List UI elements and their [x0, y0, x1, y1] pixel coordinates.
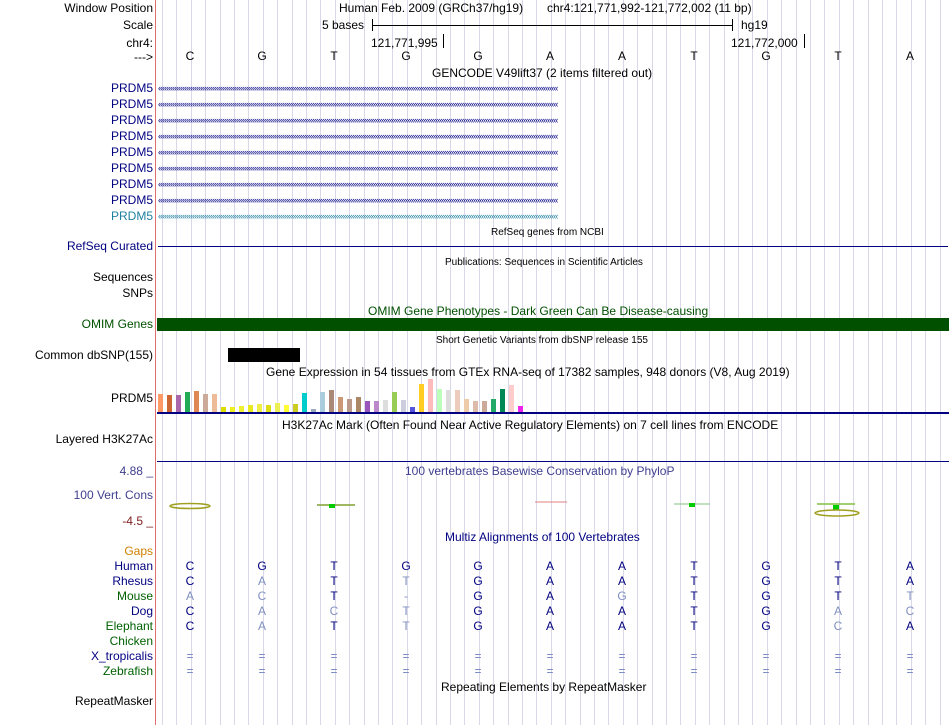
alignment-base: A	[617, 604, 626, 618]
alignment-base: =	[906, 664, 914, 678]
alignment-base: =	[618, 649, 626, 663]
alignment-base: =	[258, 649, 266, 663]
gencode-transcript[interactable]: ‹‹‹‹‹‹‹‹‹‹‹‹‹‹‹‹‹‹‹‹‹‹‹‹‹‹‹‹‹‹‹‹‹‹‹‹‹‹‹‹‹‹‹‹‹‹‹‹‹‹‹‹‹‹‹‹‹‹‹‹‹‹‹‹‹‹‹‹‹‹‹‹‹‹‹‹‹‹‹‹‹‹‹‹‹‹‹‹‹‹‹‹‹‹‹‹‹‹‹‹‹‹‹‹‹‹‹‹‹‹‹‹‹‹‹‹‹‹‹‹‹‹‹‹‹‹‹‹‹‹‹‹‹‹‹‹‹‹‹‹‹‹‹‹‹‹‹‹‹‹‹‹‹‹‹‹‹‹‹‹‹‹‹‹‹‹‹‹‹‹‹‹‹‹‹‹‹‹‹‹‹‹‹‹‹‹‹‹‹‹‹‹‹‹‹‹‹‹‹‹	[158, 180, 558, 189]
species-label: Rhesus	[112, 574, 153, 588]
alignment-base: G	[761, 574, 771, 588]
alignment-base: G	[761, 559, 771, 573]
alignment-base: A	[617, 619, 626, 633]
gencode-track-title[interactable]: GENCODE V49lift37 (2 items filtered out)	[432, 66, 653, 80]
gtex-tissue-bar[interactable]	[167, 395, 172, 412]
gtex-tissue-bar[interactable]	[302, 393, 307, 412]
alignment-base: =	[330, 664, 338, 678]
alignment-base: T	[330, 619, 338, 633]
alignment-base: T	[690, 604, 698, 618]
alignment-base: T	[834, 574, 842, 588]
alignment-base: T	[330, 589, 338, 603]
alignment-base: =	[402, 664, 410, 678]
gtex-tissue-bar[interactable]	[320, 392, 325, 412]
gencode-transcript-label[interactable]: PRDM5	[110, 177, 153, 191]
gtex-gene-line	[157, 412, 949, 414]
gencode-transcript[interactable]: ‹‹‹‹‹‹‹‹‹‹‹‹‹‹‹‹‹‹‹‹‹‹‹‹‹‹‹‹‹‹‹‹‹‹‹‹‹‹‹‹‹‹‹‹‹‹‹‹‹‹‹‹‹‹‹‹‹‹‹‹‹‹‹‹‹‹‹‹‹‹‹‹‹‹‹‹‹‹‹‹‹‹‹‹‹‹‹‹‹‹‹‹‹‹‹‹‹‹‹‹‹‹‹‹‹‹‹‹‹‹‹‹‹‹‹‹‹‹‹‹‹‹‹‹‹‹‹‹‹‹‹‹‹‹‹‹‹‹‹‹‹‹‹‹‹‹‹‹‹‹‹‹‹‹‹‹‹‹‹‹‹‹‹‹‹‹‹‹‹‹‹‹‹‹‹‹‹‹‹‹‹‹‹‹‹‹‹‹‹‹‹‹‹‹‹‹‹‹‹‹	[158, 196, 558, 205]
alignment-base: C	[185, 574, 195, 588]
alignment-base: C	[329, 604, 339, 618]
gencode-transcript-label[interactable]: PRDM5	[110, 113, 153, 127]
phylop-max-label: 4.88 _	[119, 464, 153, 478]
alignment-base: =	[762, 649, 770, 663]
coord-right-tick	[804, 34, 805, 48]
alignment-base: A	[257, 604, 266, 618]
alignment-base: G	[473, 589, 483, 603]
gtex-tissue-bar[interactable]	[347, 399, 352, 412]
gtex-tissue-bar[interactable]	[464, 399, 469, 412]
gtex-tissue-bar[interactable]	[194, 391, 199, 412]
gtex-tissue-bar[interactable]	[293, 404, 298, 412]
alignment-base: A	[545, 619, 554, 633]
alignment-base: T	[330, 559, 338, 573]
gtex-tissue-bar[interactable]	[455, 390, 460, 412]
position-title: chr4:121,771,992-121,772,002 (11 bp)	[547, 1, 752, 15]
phylop-min-label: -4.5 _	[122, 514, 153, 528]
coord-left: 121,771,995	[371, 36, 438, 50]
gencode-transcript[interactable]: ‹‹‹‹‹‹‹‹‹‹‹‹‹‹‹‹‹‹‹‹‹‹‹‹‹‹‹‹‹‹‹‹‹‹‹‹‹‹‹‹‹‹‹‹‹‹‹‹‹‹‹‹‹‹‹‹‹‹‹‹‹‹‹‹‹‹‹‹‹‹‹‹‹‹‹‹‹‹‹‹‹‹‹‹‹‹‹‹‹‹‹‹‹‹‹‹‹‹‹‹‹‹‹‹‹‹‹‹‹‹‹‹‹‹‹‹‹‹‹‹‹‹‹‹‹‹‹‹‹‹‹‹‹‹‹‹‹‹‹‹‹‹‹‹‹‹‹‹‹‹‹‹‹‹‹‹‹‹‹‹‹‹‹‹‹‹‹‹‹‹‹‹‹‹‹‹‹‹‹‹‹‹‹‹‹‹‹‹‹‹‹‹‹‹‹‹‹‹‹‹	[158, 116, 558, 125]
alignment-base: C	[257, 589, 267, 603]
species-label: Dog	[130, 604, 153, 618]
gtex-tissue-bar[interactable]	[500, 389, 505, 412]
label-separator	[155, 0, 156, 725]
gtex-tissue-bar[interactable]	[365, 401, 370, 412]
gtex-tissue-bar[interactable]	[338, 397, 343, 412]
omim-track-title[interactable]: OMIM Gene Phenotypes - Dark Green Can Be Disease-causing	[368, 304, 709, 318]
gtex-tissue-bar[interactable]	[437, 389, 442, 412]
alignment-base: T	[906, 589, 914, 603]
ruler-base: A	[617, 49, 626, 63]
gtex-tissue-bar[interactable]	[473, 401, 478, 412]
alignment-base: =	[186, 664, 194, 678]
alignment-base: G	[473, 619, 483, 633]
gtex-tissue-bar[interactable]	[185, 392, 190, 412]
alignment-base: C	[185, 619, 195, 633]
phylop-mark-3	[329, 504, 335, 508]
alignment-base: C	[185, 559, 195, 573]
gencode-transcript-label[interactable]: PRDM5	[110, 161, 153, 175]
alignment-base: =	[474, 664, 482, 678]
strand-arrow[interactable]: --->	[134, 50, 153, 64]
gencode-transcript-label[interactable]: PRDM5	[110, 81, 153, 95]
alignment-base: =	[690, 649, 698, 663]
gencode-transcript[interactable]: ‹‹‹‹‹‹‹‹‹‹‹‹‹‹‹‹‹‹‹‹‹‹‹‹‹‹‹‹‹‹‹‹‹‹‹‹‹‹‹‹‹‹‹‹‹‹‹‹‹‹‹‹‹‹‹‹‹‹‹‹‹‹‹‹‹‹‹‹‹‹‹‹‹‹‹‹‹‹‹‹‹‹‹‹‹‹‹‹‹‹‹‹‹‹‹‹‹‹‹‹‹‹‹‹‹‹‹‹‹‹‹‹‹‹‹‹‹‹‹‹‹‹‹‹‹‹‹‹‹‹‹‹‹‹‹‹‹‹‹‹‹‹‹‹‹‹‹‹‹‹‹‹‹‹‹‹‹‹‹‹‹‹‹‹‹‹‹‹‹‹‹‹‹‹‹‹‹‹‹‹‹‹‹‹‹‹‹‹‹‹‹‹‹‹‹‹‹‹‹‹	[158, 212, 558, 221]
gtex-tissue-bar[interactable]	[419, 384, 424, 412]
dbsnp-variant[interactable]	[228, 348, 300, 362]
alignment-base: =	[546, 649, 554, 663]
refseq-curated-label[interactable]: RefSeq Curated	[66, 239, 153, 253]
gtex-tissue-bar[interactable]	[257, 404, 262, 412]
ruler-base: T	[834, 49, 842, 63]
gencode-transcript[interactable]: ‹‹‹‹‹‹‹‹‹‹‹‹‹‹‹‹‹‹‹‹‹‹‹‹‹‹‹‹‹‹‹‹‹‹‹‹‹‹‹‹‹‹‹‹‹‹‹‹‹‹‹‹‹‹‹‹‹‹‹‹‹‹‹‹‹‹‹‹‹‹‹‹‹‹‹‹‹‹‹‹‹‹‹‹‹‹‹‹‹‹‹‹‹‹‹‹‹‹‹‹‹‹‹‹‹‹‹‹‹‹‹‹‹‹‹‹‹‹‹‹‹‹‹‹‹‹‹‹‹‹‹‹‹‹‹‹‹‹‹‹‹‹‹‹‹‹‹‹‹‹‹‹‹‹‹‹‹‹‹‹‹‹‹‹‹‹‹‹‹‹‹‹‹‹‹‹‹‹‹‹‹‹‹‹‹‹‹‹‹‹‹‹‹‹‹‹‹‹‹‹	[158, 84, 558, 93]
alignment-base: A	[185, 589, 194, 603]
gtex-tissue-bar[interactable]	[248, 405, 253, 412]
chrom-label: chr4:	[126, 36, 153, 50]
gtex-tissue-bar[interactable]	[509, 385, 514, 412]
snps-label[interactable]: SNPs	[122, 286, 153, 300]
species-label: Elephant	[105, 619, 153, 633]
alignment-base: T	[834, 589, 842, 603]
gtex-tissue-bar[interactable]	[275, 403, 280, 412]
alignment-base: G	[761, 589, 771, 603]
alignment-base: A	[617, 574, 626, 588]
alignment-base: A	[545, 574, 554, 588]
gencode-transcript-label[interactable]: PRDM5	[110, 97, 153, 111]
refseq-track-title[interactable]: RefSeq genes from NCBI	[491, 227, 604, 238]
species-label: Human	[114, 559, 153, 573]
alignment-base: A	[257, 574, 266, 588]
alignment-base: G	[617, 589, 627, 603]
alignment-base: =	[906, 649, 914, 663]
h3k27ac-track-title[interactable]: H3K27Ac Mark (Often Found Near Active Regulatory Elements) on 7 cell lines from ENCODE	[282, 418, 779, 432]
gtex-tissue-bar[interactable]	[284, 405, 289, 412]
common-dbsnp-label[interactable]: Common dbSNP(155)	[34, 348, 153, 362]
gtex-tissue-bar[interactable]	[392, 392, 397, 412]
alignment-base: =	[690, 664, 698, 678]
alignment-base: G	[761, 619, 771, 633]
ruler-base: A	[545, 49, 554, 63]
refseq-gene-line[interactable]	[158, 246, 948, 247]
species-label: Chicken	[109, 634, 153, 648]
alignment-base: C	[905, 604, 915, 618]
alignment-base: A	[905, 559, 914, 573]
publications-track-title[interactable]: Publications: Sequences in Scientific Articles	[445, 257, 643, 268]
gtex-tissue-bar[interactable]	[401, 400, 406, 412]
gencode-transcript-label[interactable]: PRDM5	[110, 129, 153, 143]
alignment-base: T	[402, 604, 410, 618]
alignment-base: G	[257, 559, 267, 573]
ruler-base: G	[401, 49, 411, 63]
alignment-base: A	[545, 559, 554, 573]
alignment-base: T	[690, 574, 698, 588]
alignment-base: G	[473, 574, 483, 588]
species-label: Mouse	[116, 589, 153, 603]
alignment-base: T	[330, 574, 338, 588]
gtex-tissue-bar[interactable]	[176, 395, 181, 412]
alignment-base: A	[545, 589, 554, 603]
omim-gene-bar[interactable]	[157, 318, 949, 331]
alignment-base: =	[186, 649, 194, 663]
gaps-label: Gaps	[124, 544, 153, 558]
scale-label: Scale	[122, 18, 153, 32]
phylop-mark-6	[689, 503, 695, 507]
alignment-base: =	[402, 649, 410, 663]
repeatmasker-track-title[interactable]: Repeating Elements by RepeatMasker	[441, 680, 647, 694]
alignment-base: G	[473, 559, 483, 573]
gtex-tissue-bar[interactable]	[329, 390, 334, 412]
alignment-base: C	[833, 619, 843, 633]
gencode-transcript[interactable]: ‹‹‹‹‹‹‹‹‹‹‹‹‹‹‹‹‹‹‹‹‹‹‹‹‹‹‹‹‹‹‹‹‹‹‹‹‹‹‹‹‹‹‹‹‹‹‹‹‹‹‹‹‹‹‹‹‹‹‹‹‹‹‹‹‹‹‹‹‹‹‹‹‹‹‹‹‹‹‹‹‹‹‹‹‹‹‹‹‹‹‹‹‹‹‹‹‹‹‹‹‹‹‹‹‹‹‹‹‹‹‹‹‹‹‹‹‹‹‹‹‹‹‹‹‹‹‹‹‹‹‹‹‹‹‹‹‹‹‹‹‹‹‹‹‹‹‹‹‹‹‹‹‹‹‹‹‹‹‹‹‹‹‹‹‹‹‹‹‹‹‹‹‹‹‹‹‹‹‹‹‹‹‹‹‹‹‹‹‹‹‹‹‹‹‹‹‹‹‹‹	[158, 164, 558, 173]
phylop-track-title[interactable]: 100 vertebrates Basewise Conservation by PhyloP	[405, 464, 675, 478]
layered-h3k27ac-label[interactable]: Layered H3K27Ac	[55, 432, 153, 446]
alignment-base: A	[617, 559, 626, 573]
ruler-base: T	[690, 49, 698, 63]
alignment-base: =	[258, 664, 266, 678]
gencode-transcript-label[interactable]: PRDM5	[110, 145, 153, 159]
alignment-base: T	[402, 574, 410, 588]
alignment-base: T	[690, 619, 698, 633]
alignment-base: G	[401, 559, 411, 573]
alignment-base: =	[834, 649, 842, 663]
alignment-base: =	[834, 664, 842, 678]
ruler-base: A	[905, 49, 914, 63]
phylop-plot[interactable]	[157, 495, 949, 520]
alignment-base: T	[402, 619, 410, 633]
alignment-base: T	[834, 559, 842, 573]
scale-bar	[372, 25, 733, 26]
multiz-track-title[interactable]: Multiz Alignments of 100 Vertebrates	[445, 530, 640, 544]
alignment-base: =	[618, 664, 626, 678]
alignment-base: T	[690, 559, 698, 573]
gencode-transcript[interactable]: ‹‹‹‹‹‹‹‹‹‹‹‹‹‹‹‹‹‹‹‹‹‹‹‹‹‹‹‹‹‹‹‹‹‹‹‹‹‹‹‹‹‹‹‹‹‹‹‹‹‹‹‹‹‹‹‹‹‹‹‹‹‹‹‹‹‹‹‹‹‹‹‹‹‹‹‹‹‹‹‹‹‹‹‹‹‹‹‹‹‹‹‹‹‹‹‹‹‹‹‹‹‹‹‹‹‹‹‹‹‹‹‹‹‹‹‹‹‹‹‹‹‹‹‹‹‹‹‹‹‹‹‹‹‹‹‹‹‹‹‹‹‹‹‹‹‹‹‹‹‹‹‹‹‹‹‹‹‹‹‹‹‹‹‹‹‹‹‹‹‹‹‹‹‹‹‹‹‹‹‹‹‹‹‹‹‹‹‹‹‹‹‹‹‹‹‹‹‹‹‹	[158, 148, 558, 157]
gtex-tissue-bar[interactable]	[446, 390, 451, 412]
gtex-tissue-bar[interactable]	[266, 405, 271, 412]
assembly-title: Human Feb. 2009 (GRCh37/hg19)	[339, 1, 524, 15]
gtex-tissue-bar[interactable]	[212, 394, 217, 412]
gtex-tissue-bar[interactable]	[203, 394, 208, 412]
species-label: Zebrafish	[102, 664, 153, 678]
alignment-base: -	[404, 589, 408, 603]
coord-left-tick	[443, 34, 444, 48]
alignment-base: A	[257, 619, 266, 633]
alignment-base: A	[905, 574, 914, 588]
gencode-transcript[interactable]: ‹‹‹‹‹‹‹‹‹‹‹‹‹‹‹‹‹‹‹‹‹‹‹‹‹‹‹‹‹‹‹‹‹‹‹‹‹‹‹‹‹‹‹‹‹‹‹‹‹‹‹‹‹‹‹‹‹‹‹‹‹‹‹‹‹‹‹‹‹‹‹‹‹‹‹‹‹‹‹‹‹‹‹‹‹‹‹‹‹‹‹‹‹‹‹‹‹‹‹‹‹‹‹‹‹‹‹‹‹‹‹‹‹‹‹‹‹‹‹‹‹‹‹‹‹‹‹‹‹‹‹‹‹‹‹‹‹‹‹‹‹‹‹‹‹‹‹‹‹‹‹‹‹‹‹‹‹‹‹‹‹‹‹‹‹‹‹‹‹‹‹‹‹‹‹‹‹‹‹‹‹‹‹‹‹‹‹‹‹‹‹‹‹‹‹‹‹‹‹‹	[158, 132, 558, 141]
gtex-track-title[interactable]: Gene Expression in 54 tissues from GTEx RNA-seq of 17382 samples, 948 donors (V8, Aug 2019)	[266, 365, 790, 379]
repeatmasker-label[interactable]: RepeatMasker	[74, 694, 153, 708]
ruler-base: G	[761, 49, 771, 63]
alignment-base: =	[474, 649, 482, 663]
alignment-base: =	[546, 664, 554, 678]
phylop-mark-8	[833, 505, 839, 510]
alignment-base: =	[330, 649, 338, 663]
db-label: hg19	[741, 18, 768, 32]
ruler-base: C	[185, 49, 195, 63]
scale-bar-right-tick	[732, 19, 733, 31]
vert-cons-label[interactable]: 100 Vert. Cons	[73, 488, 153, 502]
omim-genes-label[interactable]: OMIM Genes	[81, 317, 153, 331]
gtex-tissue-bar[interactable]	[383, 400, 388, 412]
gtex-tissue-bar[interactable]	[158, 394, 163, 412]
phylop-mark-1	[170, 504, 210, 509]
gtex-tissue-bar[interactable]	[491, 399, 496, 412]
gencode-transcript-label[interactable]: PRDM5	[110, 193, 153, 207]
alignment-base: A	[905, 619, 914, 633]
species-label: X_tropicalis	[90, 649, 153, 663]
ruler-base: G	[257, 49, 267, 63]
window-position-label: Window Position	[64, 1, 153, 15]
h3k27ac-baseline	[157, 461, 949, 462]
gtex-tissue-bar[interactable]	[428, 379, 433, 412]
dbsnp-track-title[interactable]: Short Genetic Variants from dbSNP release 155	[436, 335, 648, 346]
gtex-bar-chart[interactable]	[157, 379, 557, 412]
gtex-prdm5-label[interactable]: PRDM5	[110, 391, 153, 405]
alignment-base: A	[545, 604, 554, 618]
ruler-base: T	[330, 49, 338, 63]
alignment-base: G	[473, 604, 483, 618]
gencode-transcript[interactable]: ‹‹‹‹‹‹‹‹‹‹‹‹‹‹‹‹‹‹‹‹‹‹‹‹‹‹‹‹‹‹‹‹‹‹‹‹‹‹‹‹‹‹‹‹‹‹‹‹‹‹‹‹‹‹‹‹‹‹‹‹‹‹‹‹‹‹‹‹‹‹‹‹‹‹‹‹‹‹‹‹‹‹‹‹‹‹‹‹‹‹‹‹‹‹‹‹‹‹‹‹‹‹‹‹‹‹‹‹‹‹‹‹‹‹‹‹‹‹‹‹‹‹‹‹‹‹‹‹‹‹‹‹‹‹‹‹‹‹‹‹‹‹‹‹‹‹‹‹‹‹‹‹‹‹‹‹‹‹‹‹‹‹‹‹‹‹‹‹‹‹‹‹‹‹‹‹‹‹‹‹‹‹‹‹‹‹‹‹‹‹‹‹‹‹‹‹‹‹‹‹	[158, 100, 558, 109]
gtex-tissue-bar[interactable]	[356, 397, 361, 412]
gencode-transcript-label[interactable]: PRDM5	[110, 209, 153, 223]
alignment-base: T	[690, 589, 698, 603]
coord-right: 121,772,000	[731, 36, 798, 50]
alignment-base: G	[761, 604, 771, 618]
phylop-mark-9	[815, 510, 859, 516]
alignment-base: A	[833, 604, 842, 618]
ruler-base: G	[473, 49, 483, 63]
gtex-tissue-bar[interactable]	[482, 401, 487, 412]
alignment-base: =	[762, 664, 770, 678]
gtex-tissue-bar[interactable]	[374, 401, 379, 412]
scale-text: 5 bases	[322, 18, 365, 32]
alignment-base: C	[185, 604, 195, 618]
sequences-label[interactable]: Sequences	[92, 270, 153, 284]
